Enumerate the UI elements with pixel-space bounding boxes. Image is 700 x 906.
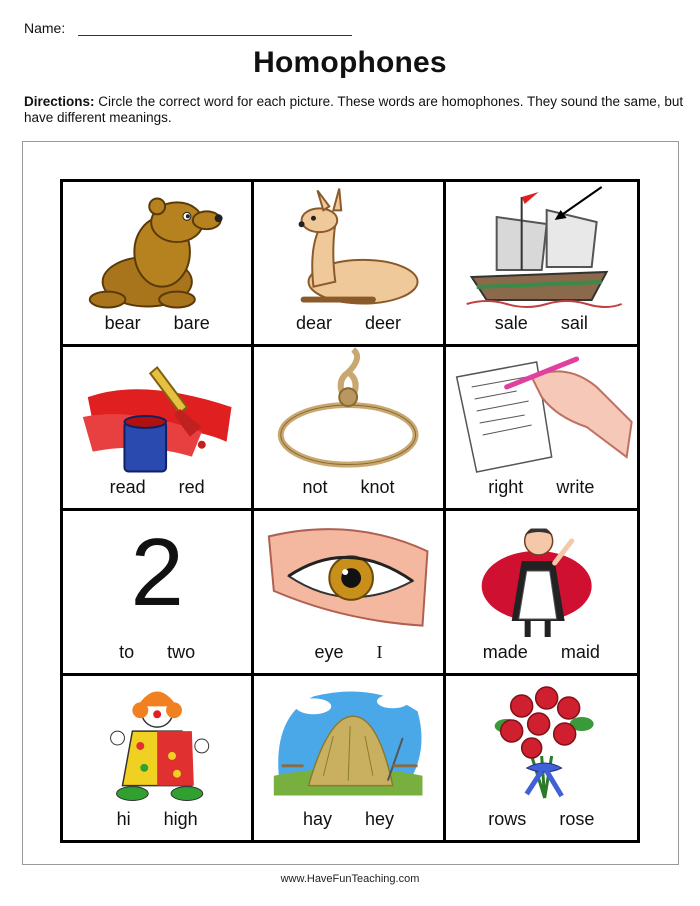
word-option[interactable]: knot	[360, 477, 395, 497]
writing-hand-icon	[446, 347, 637, 482]
cell-maid	[446, 511, 637, 676]
word-choices	[254, 477, 442, 498]
cell-knot	[254, 347, 445, 512]
word-option[interactable]: rows	[488, 809, 527, 829]
cell-hay	[254, 676, 445, 841]
word-option[interactable]: bare	[173, 312, 210, 333]
cell-eye	[254, 511, 445, 676]
paint-bucket-icon	[63, 347, 251, 482]
cell-rose	[446, 676, 637, 841]
word-option[interactable]: to	[119, 641, 135, 662]
directions-text: Circle the correct word for each picture. These words are homophones. They sound the same, but have different meanings.	[24, 94, 684, 125]
name-line	[78, 35, 352, 36]
rose-bouquet-icon	[446, 676, 637, 811]
number-two: 2	[130, 519, 184, 626]
word-option[interactable]: right	[488, 477, 524, 497]
name-row	[24, 20, 65, 36]
word-choices	[63, 809, 251, 830]
word-choices	[446, 642, 637, 663]
directions-label: Directions:	[24, 94, 95, 109]
word-option[interactable]: eye	[314, 641, 344, 662]
word-choices	[254, 642, 442, 663]
word-option[interactable]: made	[482, 641, 528, 662]
picture-grid	[60, 179, 640, 843]
word-option[interactable]: dear	[295, 312, 332, 333]
word-option[interactable]: hey	[365, 809, 395, 829]
rope-knot-icon	[254, 347, 442, 482]
directions	[24, 94, 684, 126]
word-choices	[446, 809, 637, 830]
word-choices	[254, 313, 442, 334]
word-option[interactable]: hi	[116, 809, 131, 829]
name-label: Name:	[24, 20, 66, 36]
word-option[interactable]: write	[556, 477, 595, 497]
bear-icon	[63, 182, 251, 317]
word-choices	[63, 477, 251, 498]
word-choices	[446, 313, 637, 334]
word-option[interactable]: sail	[560, 312, 588, 333]
word-option[interactable]: deer	[365, 312, 402, 333]
eye-icon	[254, 511, 442, 646]
word-option[interactable]: high	[163, 809, 198, 829]
page-title: Homophones	[253, 46, 447, 79]
cell-clown	[63, 676, 254, 841]
haystack-icon	[254, 676, 442, 811]
word-choices	[63, 642, 251, 663]
footer-site: www.HaveFunTeaching.com	[280, 873, 420, 885]
word-option[interactable]: hay	[302, 809, 332, 829]
deer-icon	[254, 182, 442, 317]
word-option[interactable]: I	[376, 641, 383, 662]
word-option[interactable]: red	[178, 477, 205, 497]
maid-icon	[446, 511, 637, 646]
word-option[interactable]: bear	[104, 312, 141, 333]
clown-icon	[63, 676, 251, 811]
word-option[interactable]: not	[302, 477, 328, 497]
word-option[interactable]: maid	[560, 641, 600, 662]
cell-deer	[254, 182, 445, 347]
word-choices	[446, 477, 637, 498]
cell-bear	[63, 182, 254, 347]
cell-two	[63, 511, 254, 676]
cell-write	[446, 347, 637, 512]
cell-paint	[63, 347, 254, 512]
sailboat-icon	[446, 182, 637, 317]
word-choices	[63, 313, 251, 334]
word-option[interactable]: two	[167, 641, 196, 662]
word-choices	[254, 809, 442, 830]
cell-sailboat	[446, 182, 637, 347]
word-option[interactable]: rose	[559, 809, 595, 829]
word-option[interactable]: read	[109, 477, 146, 497]
word-option[interactable]: sale	[494, 312, 528, 333]
